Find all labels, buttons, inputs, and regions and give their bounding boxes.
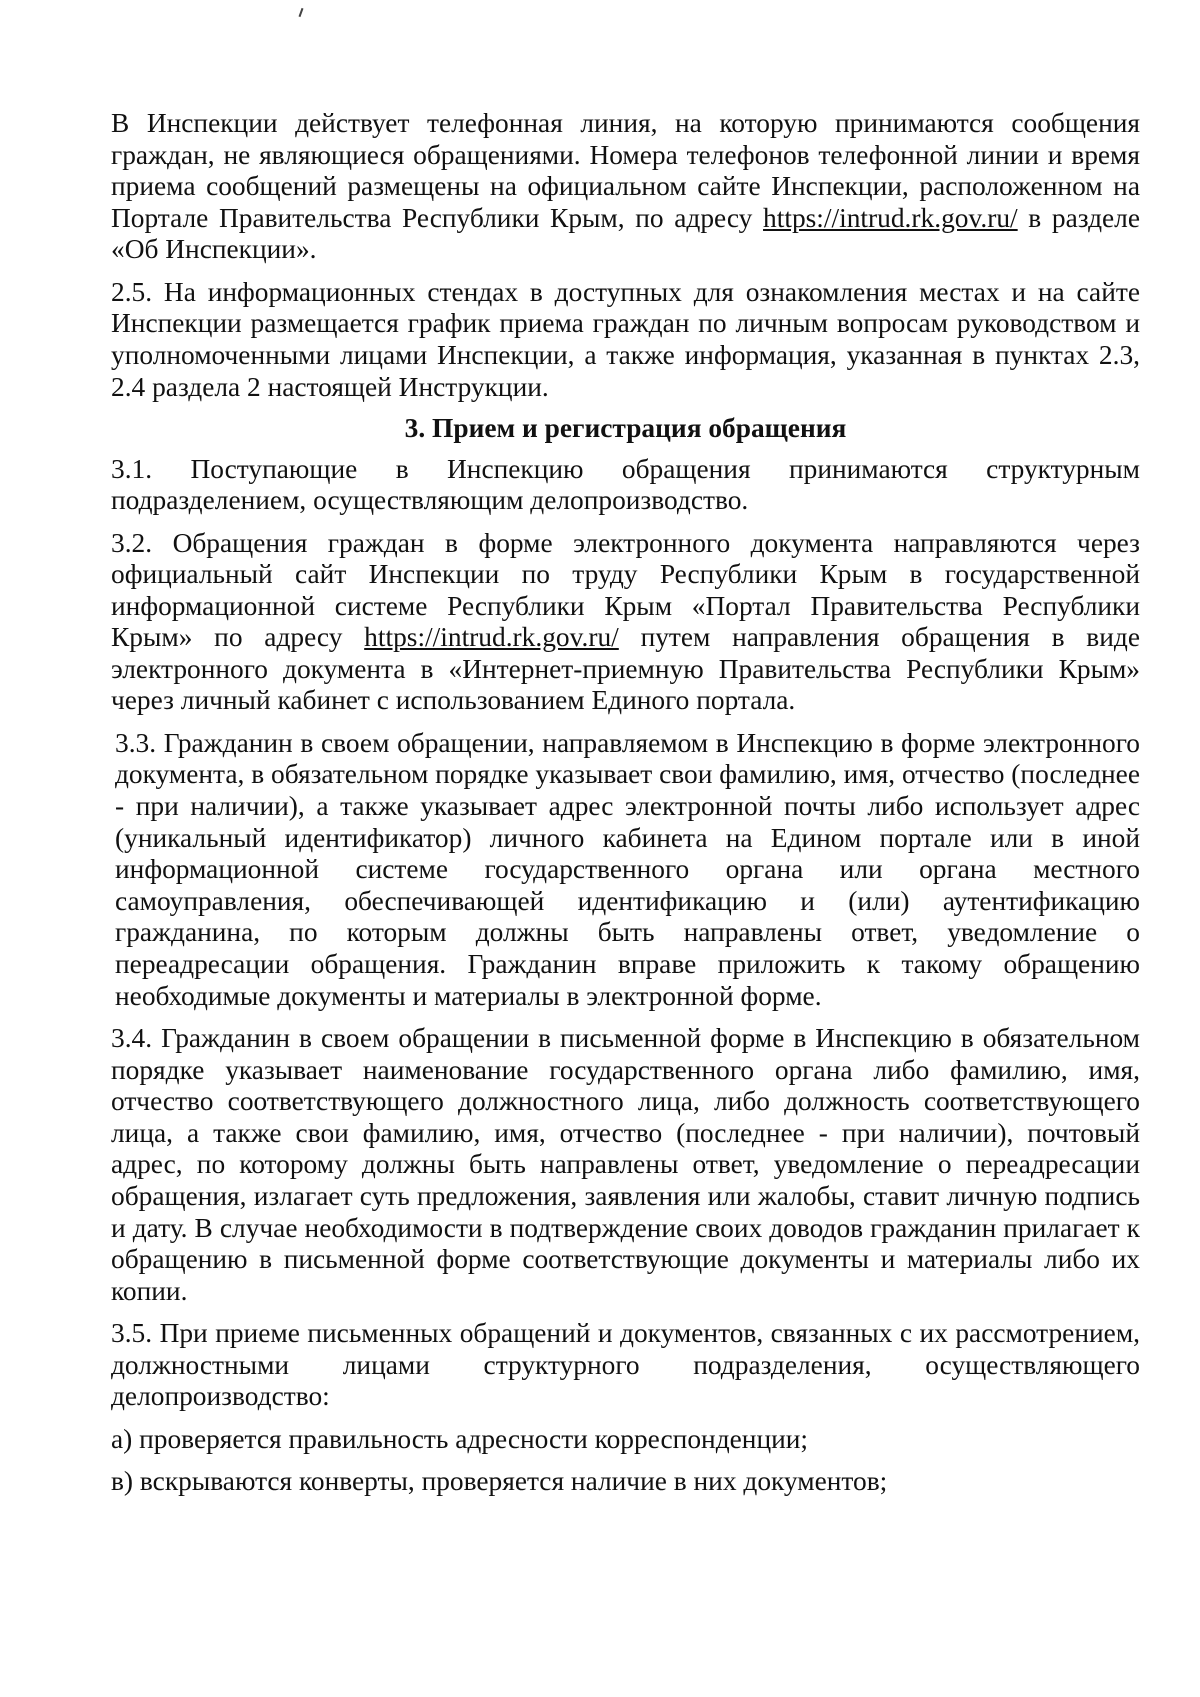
scan-mark [299,8,304,17]
section-3-title: 3. Прием и регистрация обращения [404,412,847,443]
paragraph-phone-line-text-2: в разделе «Об Инспекции». [111,202,1140,265]
paragraph-phone-line [111,108,1140,266]
list-item-b: в) вскрываются конверты, проверяется наличие в них документов; [111,1466,888,1497]
document-body [111,108,1140,1509]
paragraph-2-5: 2.5. На информационных стендах в доступных для ознакомления местах и на сайте Инспекции размещается график приема граждан по личным вопросам руководством и уполномоченными лицами Инспекции, а также информация, указанная в пунктах 2.3, 2.4 раздела 2 настоящей Инструкции. [111,276,1140,402]
list-item-a: а) проверяется правильность адресности корреспонденции; [111,1423,809,1454]
paragraph-3-2-text-2: путем направления обращения в виде электронного документа в «Интернет-приемную Правительства Республики Крым» через личный кабинет с использованием Единого портала. [111,622,1140,716]
inspection-site-link[interactable]: https://intrud.rk.gov.ru/ [763,202,1018,233]
portal-link[interactable]: https://intrud.rk.gov.ru/ [364,622,619,653]
paragraph-3-4: 3.4. Гражданин в своем обращении в письменной форме в Инспекцию в обязательном порядке указывает наименование государственного органа либо фамилию, имя, отчество соответствующего должностного лица, либо должность соответствующего лица, а также свои фамилию, имя, отчество (последнее - при наличии), почтовый адрес, по которому должны быть направлены ответ, уведомление о переадресации обращения, излагает суть предложения, заявления или жалобы, ставит личную подпись и дату. В случае необходимости в подтверждение своих доводов гражданин прилагает к обращению в письменной форме соответствующие документы и материалы либо их копии. [111,1023,1140,1306]
paragraph-phone-line-text-1: В Инспекции действует телефонная линия, на которую принимаются сообщения граждан, не являющиеся обращениями. Номера телефонов телефонной линии и время приема сообщений размещены на официальном сайте Инспекции, расположенном на Портале Правительства Республики Крым, по адресу [111,108,1140,233]
paragraph-3-3: 3.3. Гражданин в своем обращении, направляемом в Инспекцию в форме электронного документа, в обязательном порядке указывает свои фамилию, имя, отчество (последнее - при наличии), а также указывает адрес электронной почты либо использует адрес (уникальный идентификатор) личного кабинета на Едином портале или в иной информационной системе государственного органа или органа местного самоуправления, обеспечивающей идентификацию и (или) аутентификацию гражданина, по которым должны быть направлены ответ, уведомление о переадресации обращения. Гражданин вправе приложить к такому обращению необходимые документы и материалы в электронной форме. [115,727,1140,1011]
paragraph-3-2-text-1: 3.2. Обращения граждан в форме электронного документа направляются через официальный сайт Инспекции по труду Республики Крым в государственной информационной системе Республики Крым «Портал Правительства Республики Крым» по адресу [111,527,1140,653]
paragraph-3-2 [111,528,1140,718]
paragraph-3-1: 3.1. Поступающие в Инспекцию обращения принимаются структурным подразделением, осуществляющим делопроизводство. [111,453,1140,516]
paragraph-3-5: 3.5. При приеме письменных обращений и документов, связанных с их рассмотрением, должностными лицами структурного подразделения, осуществляющего делопроизводство: [111,1318,1140,1412]
